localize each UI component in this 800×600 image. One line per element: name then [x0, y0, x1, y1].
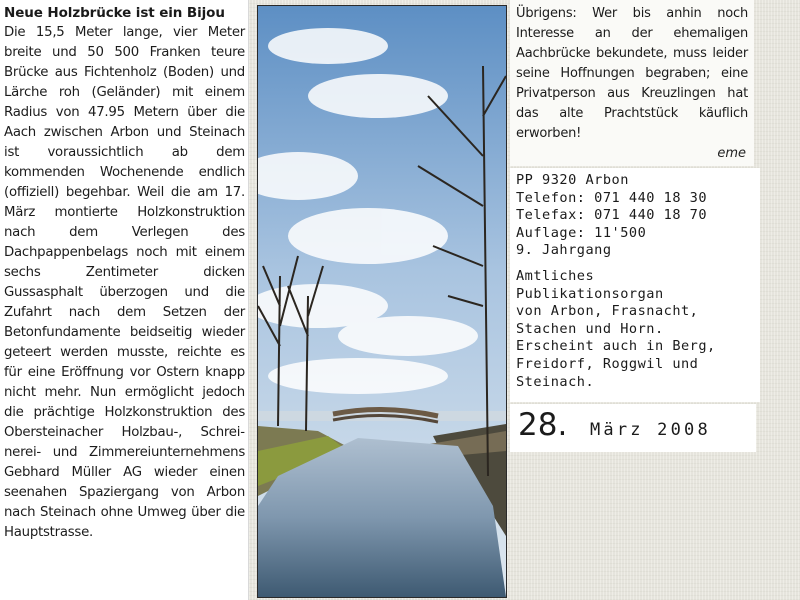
bridge-photo — [257, 5, 507, 598]
imprint-line: Amtliches — [516, 267, 595, 284]
aside-box — [510, 0, 754, 166]
issue-date — [510, 404, 756, 452]
imprint-lines — [510, 168, 760, 391]
aside-author: eme — [717, 146, 746, 161]
imprint-line: Stachen und Horn. — [516, 320, 664, 337]
imprint-box — [510, 168, 760, 402]
imprint-line: Erscheint auch in Berg, — [516, 338, 716, 355]
imprint-line: Freidorf, Roggwil und — [516, 355, 699, 372]
imprint-line: von Arbon, Frasnacht, — [516, 303, 699, 320]
issue-date-day: 28. — [518, 407, 568, 443]
imprint-line: PP 9320 Arbon — [516, 172, 629, 188]
imprint-line: 9. Jahrgang — [516, 242, 612, 259]
article-headline: Neue Holzbrücke ist ein Bijou — [4, 5, 225, 21]
article-column — [0, 0, 249, 600]
imprint-line: Telefax: 071 440 18 70 — [516, 207, 708, 224]
imprint-line: Steinach. — [516, 373, 595, 390]
imprint-line: Auflage: 11'500 — [516, 224, 647, 241]
imprint-line: Telefon: 071 440 18 30 — [516, 189, 708, 206]
bridge-photo-illustration — [258, 6, 506, 597]
aside-text: Übrigens: Wer bis anhin noch Interesse an der ehemaligen Aachbrücke bekundete, muss leider seine Hoffnungen begraben; eine Privatperson aus Kreuzlingen hat das alte Prachtstück käuflich erworben! — [516, 6, 748, 141]
article-body: Die 15,5 Meter lange, vier Meter breite und 50 500 Franken teure Brücke aus Fichtenholz (Boden) und Lärche roh (Geländer) mit einem Radius von 47.95 Metern über die Aach zwischen Arbon und Steinach ist voraussichtlich ab dem kommenden Wochenende endlich (offiziell) begehbar. Weil die am 17. März montierte Holzkonstruktion nach dem Verlegen des Dachpappenbelags noch mit einem sechs Zentimeter dicken Gussasphalt überzogen und die Zufahrt nach dem Setzen der Betonfundamente beidseitig wieder geteert werden musste, reichte es für eine Eröffnung vor Ostern knapp nicht mehr. Nun ermöglicht jedoch die prächtige Holzkonstruktion des Obersteinacher Holzbau-, Schreinerei- und Zimmereiunternеhmens Gebhard Müller AG wieder einen seenahen Spaziergang von Arbon nach Steinach ohne Umweg über die Hauptstrasse. — [4, 25, 245, 540]
issue-date-month-year: März 2008 — [590, 420, 711, 440]
imprint-line: Publikationsorgan — [516, 285, 664, 302]
